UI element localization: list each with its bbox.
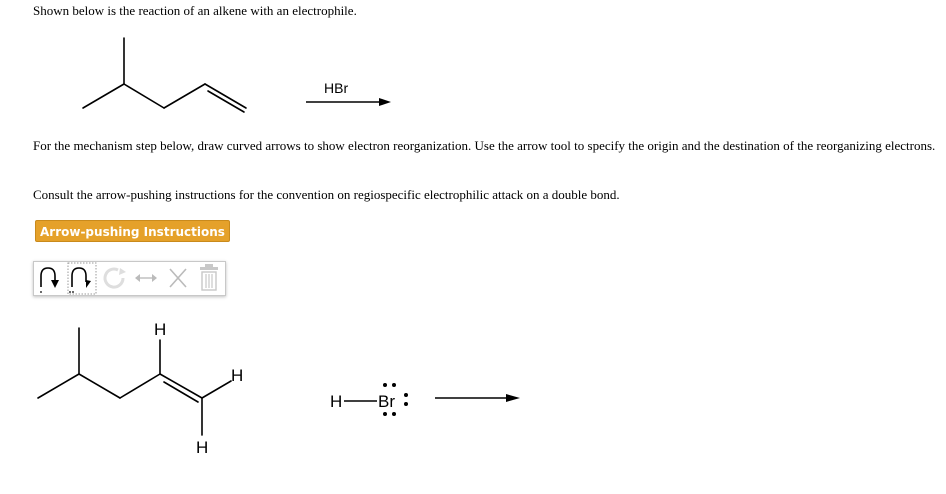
reagent-label: HBr [324, 80, 349, 96]
rotate-icon[interactable] [98, 262, 130, 295]
hbr-molecule [325, 375, 425, 425]
h-atom-bottom: H [196, 438, 209, 457]
instructions-paragraph: For the mechanism step below, draw curved arrows to show electron reorganization. Use the arrow tool to specify the origin and the destination of the reorganizing electrons. [33, 138, 936, 153]
hbr-br-atom: Br [378, 392, 395, 411]
h-atom-top: H [154, 320, 167, 339]
arrow-pushing-instructions-button[interactable]: Arrow-pushing Instructions [35, 220, 230, 242]
mechanism-alkene-structure [30, 310, 270, 470]
resize-arrows-icon[interactable] [130, 262, 162, 295]
intro-text: Shown below is the reaction of an alkene with an electrophile. [33, 3, 357, 18]
two-electron-arrow-icon[interactable] [36, 262, 66, 295]
arrow-toolbar [33, 261, 226, 296]
regiospecific-note: Consult the arrow-pushing instructions for the convention on regiospecific electrophilic attack on a double bond. [33, 187, 620, 202]
delete-x-icon[interactable] [162, 262, 194, 295]
alkene-structure [70, 30, 260, 120]
hbr-h-atom: H [330, 392, 343, 411]
trash-icon[interactable] [194, 262, 224, 295]
reaction-arrow [305, 96, 395, 108]
one-electron-arrow-icon[interactable] [66, 262, 100, 295]
h-atom-right: H [231, 366, 244, 385]
mechanism-arrow [434, 392, 524, 404]
